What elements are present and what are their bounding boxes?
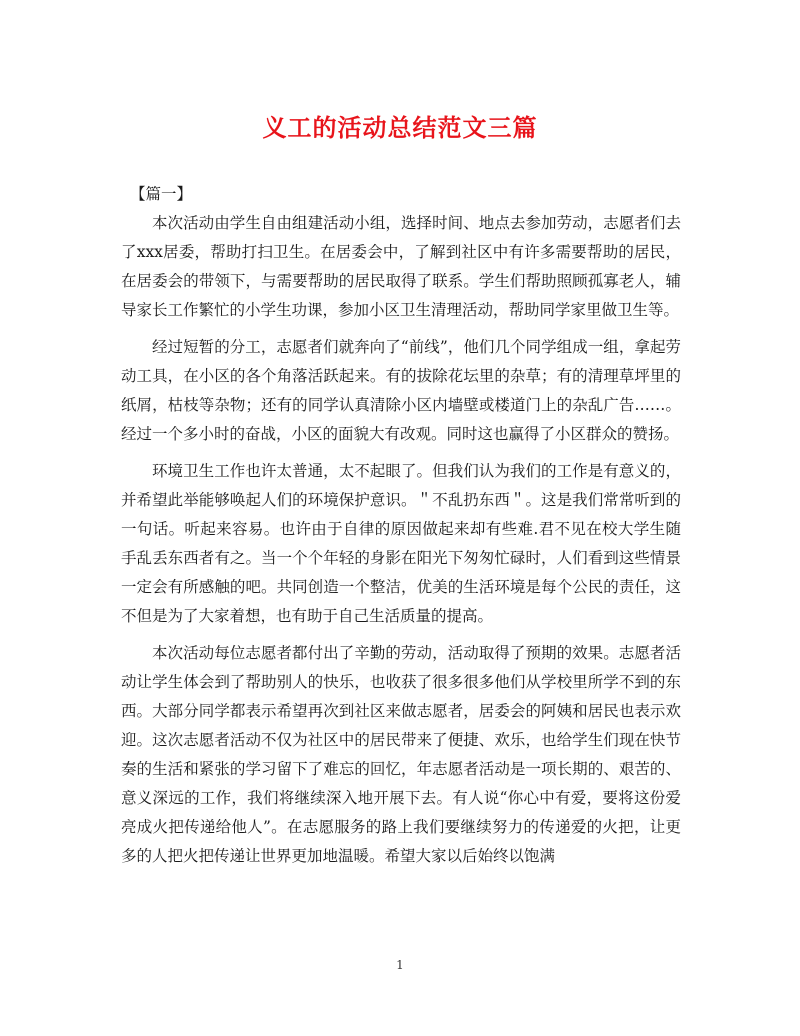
paragraph: 环境卫生工作也许太普通，太不起眼了。但我们认为我们的工作是有意义的，并希望此举能够唤起人们的环境保护意识。＂不乱扔东西＂。这是我们常常听到的一句话。听起来容易。也许由于自律的原因做起来却有些难.君不见在校大学生随手乱丢东西者有之。当一个个年轻的身影在阳光下匆匆忙碌时，人们看到这些情景一定会有所感触的吧。共同创造一个整洁，优美的生活环境是每个公民的责任，这不但是为了大家着想，也有助于自己生活质量的提高。 <box>121 462 681 625</box>
document-body <box>121 209 681 879</box>
document-title: 义工的活动总结范文三篇 <box>262 113 538 142</box>
paragraph: 本次活动每位志愿者都付出了辛勤的劳动，活动取得了预期的效果。志愿者活动让学生体会到了帮助别人的快乐，也收获了很多很多他们从学校里所学不到的东西。大部分同学都表示希望再次到社区来做志愿者，居委会的阿姨和居民也表示欢迎。这次志愿者活动不仅为社区中的居民带来了便捷、欢乐，也给学生们现在快节奏的生活和紧张的学习留下了难忘的回忆，年志愿者活动是一项长期的、艰苦的、意义深远的工作，我们将继续深入地开展下去。有人说“你心中有爱，要将这份爱亮成火把传递给他人”。在志愿服务的路上我们要继续努力的传递爱的火把，让更多的人把火把传递让世界更加地温暖。希望大家以后始终以饱满 <box>121 644 681 865</box>
paragraph: 本次活动由学生自由组建活动小组，选择时间、地点去参加劳动，志愿者们去了xxx居委，帮助打扫卫生。在居委会中，了解到社区中有许多需要帮助的居民，在居委会的带领下，与需要帮助的居民取得了联系。学生们帮助照顾孤寡老人，辅导家长工作繁忙的小学生功课，参加小区卫生清理活动，帮助同学家里做卫生等。 <box>121 214 681 319</box>
section-heading: 【篇一】 <box>130 185 193 203</box>
paragraph: 经过短暂的分工，志愿者们就奔向了“前线”，他们几个同学组成一组，拿起劳动工具，在小区的各个角落活跃起来。有的拔除花坛里的杂草；有的清理草坪里的纸屑，枯枝等杂物；还有的同学认真清除小区内墙壁或楼道门上的杂乱广告……。经过一个多小时的奋战，小区的面貌大有改观。同时这也赢得了小区群众的赞扬。 <box>121 338 681 443</box>
page-number: 1 <box>396 958 404 972</box>
